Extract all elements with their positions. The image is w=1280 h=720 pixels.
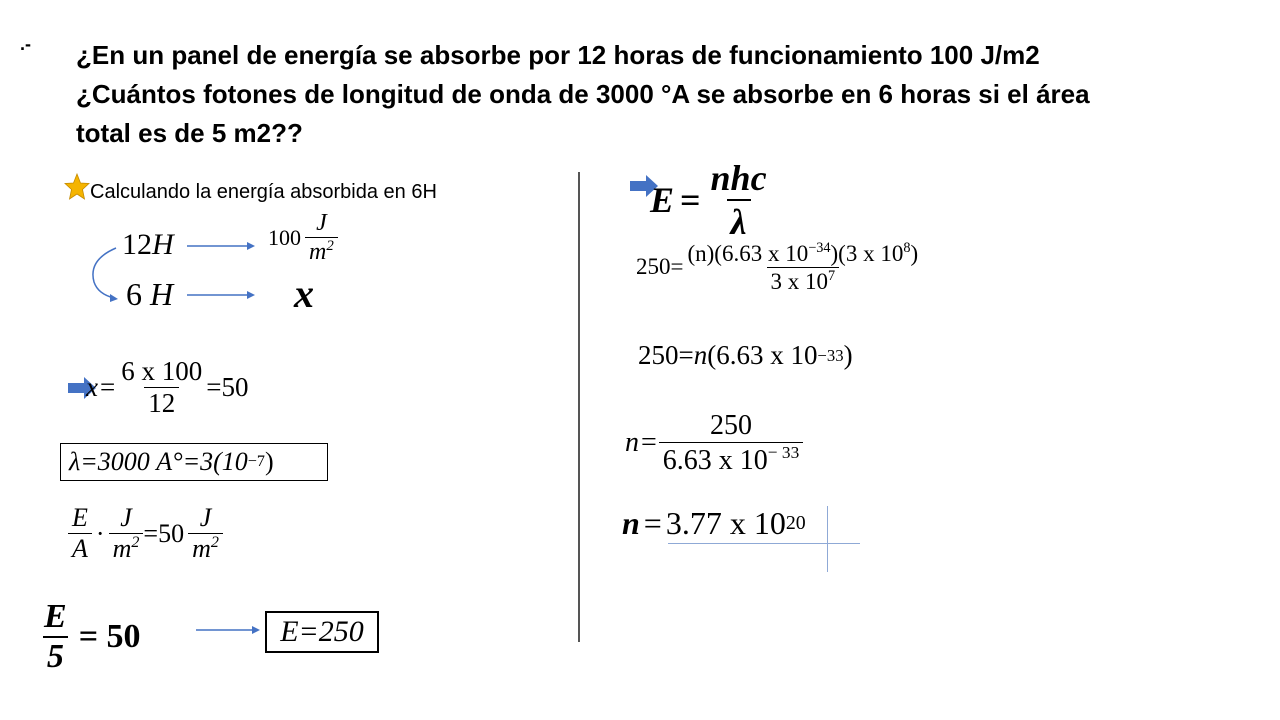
lambda-value: λ=3000 A°=3(10 [69, 447, 248, 476]
energy-per-area-equation [68, 503, 223, 564]
unit-m: m [192, 534, 211, 563]
step3-denominator: 6.63 x 10 [662, 444, 768, 476]
exp-2: 2 [210, 534, 219, 552]
arrow-right-icon [196, 624, 262, 636]
lambda-box [60, 443, 328, 481]
step1-den: 3 x 10 [770, 268, 828, 294]
step1-exp-a: −34 [808, 240, 831, 256]
lambda-close: ) [264, 447, 274, 476]
final-equation [40, 598, 141, 676]
equals-sign: = [680, 180, 701, 220]
answer-value: 3.77 x 10 [665, 505, 786, 541]
unknown-x: x [294, 271, 314, 316]
formula-lambda: λ [727, 199, 751, 243]
equals-sign: = [641, 427, 657, 459]
step2-lhs: 250= [638, 340, 694, 370]
step3-numerator: 250 [710, 410, 753, 441]
photon-energy-formula [650, 157, 771, 243]
equals-sign: = [643, 505, 662, 541]
exp-2: 2 [131, 534, 140, 552]
unit-h: H [152, 228, 174, 261]
step1-num-a: (n)(6.63 x 10 [687, 240, 809, 266]
x-numerator: 6 x 100 [121, 356, 203, 386]
value-12: 12 [122, 228, 152, 261]
row-6h [126, 276, 173, 313]
step1-equation [636, 240, 922, 295]
step1-exp-b: 8 [903, 240, 911, 256]
step3-equation [625, 410, 803, 477]
star-icon [64, 173, 90, 201]
answer-exp: 20 [785, 512, 806, 534]
x-result: =50 [206, 372, 249, 402]
arrow-right-icon [187, 240, 257, 252]
step2-n: n [693, 340, 708, 370]
bullet-marker: .- [20, 34, 31, 54]
equals-sign: = [99, 372, 116, 402]
step2-exp: −33 [817, 345, 844, 365]
subtitle-energy: Calculando la energía absorbida en 6H [90, 181, 437, 203]
unit-m: m [112, 534, 132, 563]
energy-e: E [44, 598, 67, 635]
result-100-j-m2 [268, 210, 338, 266]
step3-n: n [625, 427, 639, 459]
formula-e: E [650, 180, 675, 220]
answer-underline [668, 543, 860, 544]
unit-j: J [316, 210, 327, 236]
step2-rest: (6.63 x 10 [707, 340, 818, 370]
divisor-5: 5 [43, 636, 68, 676]
area-a: A [68, 533, 92, 564]
arrow-right-icon [187, 289, 257, 301]
equals-50: =50 [143, 518, 185, 548]
x-equation [86, 356, 248, 419]
step1-exp-c: 7 [828, 267, 836, 284]
question-title: ¿En un panel de energía se absorbe por 12 horas de funcionamiento 100 J/m2 ¿Cuántos fotones de longitud de onda de 3000 °A se absorbe en 6 horas si el área total es de 5 m2?? [76, 40, 1090, 148]
equals-50: = 50 [78, 618, 141, 655]
step2-close: ) [843, 340, 853, 370]
step3-exp: − 33 [767, 443, 800, 462]
lambda-exp: −7 [247, 453, 265, 470]
energy-e: E [72, 503, 88, 532]
step1-num-b: )(3 x 10 [830, 240, 904, 266]
column-divider [578, 172, 580, 642]
step2-equation [638, 340, 853, 371]
unit-j: J [199, 503, 212, 532]
step1-lhs: 250= [636, 254, 684, 280]
unit-m: m [309, 239, 327, 266]
formula-nhc: nhc [710, 158, 767, 198]
curved-arrow-icon [88, 244, 128, 304]
answer-equation [622, 505, 806, 542]
value-100: 100 [268, 225, 301, 251]
answer-crosshair [827, 506, 828, 572]
x-lhs: x [86, 372, 98, 402]
row-12h [122, 228, 174, 262]
exp-2: 2 [326, 238, 334, 254]
value-6: 6 [126, 276, 142, 312]
x-denominator: 12 [144, 387, 179, 419]
answer-n: n [622, 505, 640, 541]
unit-j: J [120, 503, 132, 532]
unit-h: H [150, 276, 174, 312]
step1-num-c: ) [910, 240, 919, 266]
dot-operator: · [95, 518, 105, 548]
energy-result-box: E=250 [265, 611, 379, 653]
